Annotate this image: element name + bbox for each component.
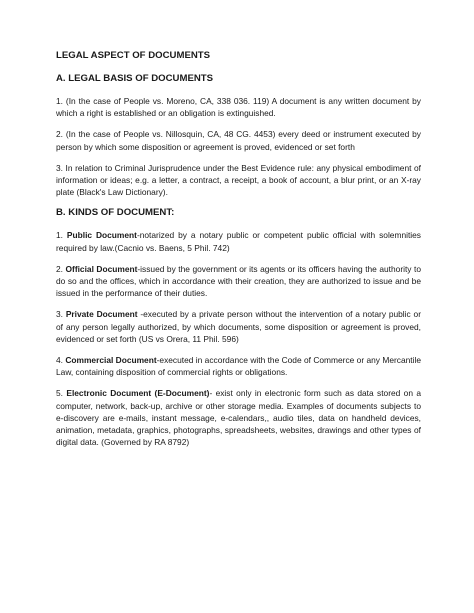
item-term: Official Document — [65, 263, 138, 274]
item-term: Public Document — [66, 230, 137, 241]
section-b-item-2 — [56, 263, 421, 300]
section-b-item-4 — [56, 354, 421, 378]
item-text: -issued by the government or its agents or its officers having the authority to do so and the offices, which in accordance with their creation, they are authorized to issue and be issued in the performance of their duties. — [56, 263, 421, 299]
item-number: 4. — [56, 355, 66, 366]
item-text: -notarized by a notary public or competent public official with solemnities required by law.(Cacnio vs. Baens, 5 Phil. 742) — [56, 230, 421, 253]
section-b-heading: B. KINDS OF DOCUMENT: — [56, 207, 175, 219]
item-number: 2. — [56, 263, 66, 274]
document-page — [56, 50, 421, 457]
item-text: -executed in accordance with the Code of Commerce or any Mercantile Law, containing disposition of commercial rights or obligations. — [56, 355, 421, 378]
item-text: - exist only in electronic form such as data stored on a computer, network, back-up, archive or other storage media. Examples of documents subjects to e-discovery are e-mails, instant message, e-calendars,, audio tiles, data on handheld devices, animation, metadata, graphics, photographs, spreadsheets, websites, drawings and other types of digital data. (Governed by RA 8792) — [56, 388, 422, 448]
section-a-item-2: 2. (In the case of People vs. Nillosquin, CA, 48 CG. 4453) every deed or instrument executed by person by which some disposition or agreement is proved, evidenced or set forth — [56, 129, 421, 152]
section-b-item-5 — [56, 387, 421, 448]
section-b-item-3 — [56, 308, 421, 345]
section-a-item-1: 1. (In the case of People vs. Moreno, CA, 338 036. 119) A document is any written document by which a right is established or an obligation is extinguished. — [56, 96, 421, 119]
section-a-heading: A. LEGAL BASIS OF DOCUMENTS — [56, 73, 214, 84]
item-text: -executed by a private person without the intervention of a notary public or of any person legally authorized, by which documents, some disposition or agreement is proved, evidenced or set forth (US vs Orera, 11 Phil. 596) — [56, 309, 421, 344]
item-term: Private Document — [65, 309, 138, 320]
section-b-item-1 — [56, 229, 421, 253]
item-term: Electronic Document (E-Document) — [66, 388, 210, 399]
document-title: LEGAL ASPECT OF DOCUMENTS — [56, 50, 211, 61]
section-a-item-3: 3. In relation to Criminal Jurisprudence under the Best Evidence rule: any physical embodiment of information or ideas; e.g. a letter, a contract, a receipt, a book of account, a blur print, or an X-ray plate (Black's Law Dictionary). — [56, 162, 421, 198]
item-number: 5. — [56, 388, 67, 399]
item-number: 3. — [56, 309, 66, 320]
item-term: Commercial Document — [65, 355, 157, 366]
item-number: 1. — [56, 230, 67, 241]
